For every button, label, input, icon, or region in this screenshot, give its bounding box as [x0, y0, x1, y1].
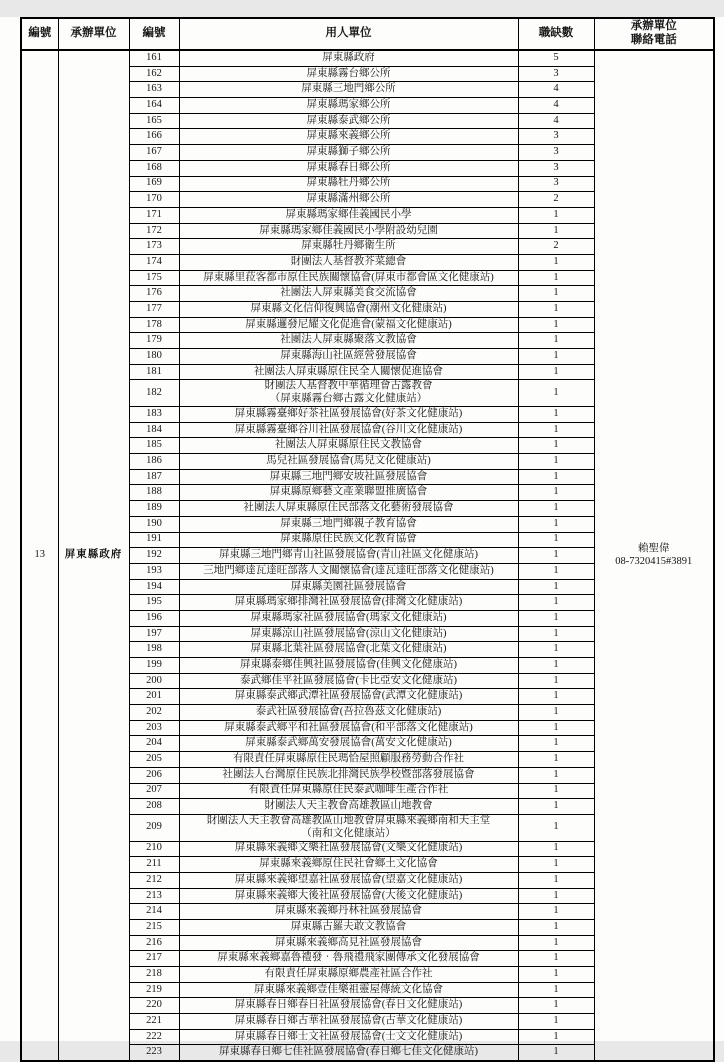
row-vacancy-cell: 2 [518, 192, 594, 208]
row-unit-cell: 社團法人屏東縣美食交流協會 [179, 286, 518, 302]
row-item-no-cell: 162 [129, 66, 179, 82]
row-vacancy-cell: 1 [518, 579, 594, 595]
row-unit-cell: 屏東縣泰鄉佳興社區發展協會(佳興文化健康站) [179, 658, 518, 674]
row-vacancy-cell: 1 [518, 626, 594, 642]
row-unit-cell: 屏東縣春日鄉春日社區發展協會(春日文化健康站) [179, 998, 518, 1014]
row-vacancy-cell: 1 [518, 919, 594, 935]
row-vacancy-cell: 1 [518, 872, 594, 888]
row-unit-cell: 屏東縣來義鄉嘉魯禮發‧魯飛禮飛家團傳承文化發展協會 [179, 951, 518, 967]
row-vacancy-cell: 1 [518, 1014, 594, 1030]
row-vacancy-cell: 1 [518, 317, 594, 333]
row-vacancy-cell: 1 [518, 380, 594, 407]
row-unit-cell: 屏東縣牡丹鄉公所 [179, 176, 518, 192]
row-vacancy-cell: 1 [518, 720, 594, 736]
row-vacancy-cell: 1 [518, 705, 594, 721]
row-item-no-cell: 209 [129, 814, 179, 841]
row-vacancy-cell: 3 [518, 176, 594, 192]
row-unit-cell: 有限責任屏東縣原住民瑪恰屋照顧服務勞動合作社 [179, 752, 518, 768]
row-vacancy-cell: 1 [518, 469, 594, 485]
row-unit-cell: 屏東縣泰武鄉公所 [179, 113, 518, 129]
row-unit-cell: 屏東縣霧台鄉公所 [179, 66, 518, 82]
row-unit-cell: 屏東縣瑪家鄉佳義國民小學 [179, 207, 518, 223]
row-vacancy-cell: 1 [518, 485, 594, 501]
row-item-no-cell: 204 [129, 736, 179, 752]
row-unit-cell: 屏東縣牡丹鄉衛生所 [179, 239, 518, 255]
row-vacancy-cell: 4 [518, 113, 594, 129]
row-vacancy-cell: 1 [518, 998, 594, 1014]
row-item-no-cell: 194 [129, 579, 179, 595]
row-vacancy-cell: 1 [518, 951, 594, 967]
row-item-no-cell: 208 [129, 799, 179, 815]
row-vacancy-cell: 1 [518, 454, 594, 470]
row-unit-cell: 屏東縣北葉社區發展協會(北葉文化健康站) [179, 642, 518, 658]
row-vacancy-cell: 1 [518, 223, 594, 239]
row-unit-cell: 屏東縣文化信仰復興協會(潮州文化健康站) [179, 302, 518, 318]
row-vacancy-cell: 1 [518, 967, 594, 983]
row-item-no-cell: 190 [129, 516, 179, 532]
row-vacancy-cell: 4 [518, 98, 594, 114]
row-unit-cell: 社團法人屏東縣原住民部落文化藝術發展協會 [179, 501, 518, 517]
row-item-no-cell: 176 [129, 286, 179, 302]
row-item-no-cell: 203 [129, 720, 179, 736]
row-item-no-cell: 206 [129, 767, 179, 783]
row-vacancy-cell: 3 [518, 66, 594, 82]
row-vacancy-cell: 3 [518, 160, 594, 176]
row-item-no-cell: 172 [129, 223, 179, 239]
row-item-no-cell: 173 [129, 239, 179, 255]
row-unit-cell: 馬兒社區發展協會(馬兒文化健康站) [179, 454, 518, 470]
row-item-no-cell: 174 [129, 254, 179, 270]
row-unit-cell: 屏東縣滿州鄉公所 [179, 192, 518, 208]
row-unit-cell: 屏東縣美園社區發展協會 [179, 579, 518, 595]
row-unit-cell: 財團法人天主教會高雄教區山地教會 [179, 799, 518, 815]
row-item-no-cell: 165 [129, 113, 179, 129]
row-item-no-cell: 178 [129, 317, 179, 333]
row-unit-cell: 屏東縣瑪家鄉佳義國民小學附設幼兒園 [179, 223, 518, 239]
row-unit-cell: 財團法人天主教會高雄教區山地教會屏東縣來義鄉南和天主堂 （南和文化健康站） [179, 814, 518, 841]
row-item-no-cell: 187 [129, 469, 179, 485]
row-vacancy-cell: 1 [518, 254, 594, 270]
row-item-no-cell: 186 [129, 454, 179, 470]
header-vacancy-count: 職缺數 [518, 18, 594, 50]
row-item-no-cell: 171 [129, 207, 179, 223]
row-unit-cell: 屏東縣來義鄉壹佳樂祖靈屋傳統文化協會 [179, 982, 518, 998]
row-unit-cell: 屏東縣三地門鄉親子教育協會 [179, 516, 518, 532]
header-employing-unit: 用人單位 [179, 18, 518, 50]
row-unit-cell: 屏東縣春日鄉七佳社區發展協會(春日鄉七佳文化健康站) [179, 1045, 518, 1061]
row-item-no-cell: 198 [129, 642, 179, 658]
row-vacancy-cell: 1 [518, 841, 594, 857]
row-unit-cell: 屏東縣來義鄉丹林社區發展協會 [179, 904, 518, 920]
row-item-no-cell: 169 [129, 176, 179, 192]
row-vacancy-cell: 1 [518, 888, 594, 904]
row-item-no-cell: 199 [129, 658, 179, 674]
row-vacancy-cell: 1 [518, 689, 594, 705]
row-unit-cell: 有限責任屏東縣原住民泰武咖啡生產合作社 [179, 783, 518, 799]
header-agency-contact: 承辦單位 聯絡電話 [594, 18, 714, 50]
row-vacancy-cell: 1 [518, 904, 594, 920]
row-unit-cell: 泰武鄉佳平社區發展協會(卡比亞安文化健康站) [179, 673, 518, 689]
row-unit-cell: 屏東縣邏發尼耀文化促進會(蒙福文化健康站) [179, 317, 518, 333]
table-row [21, 50, 714, 66]
group-agency-cell: 屏東縣政府 [58, 50, 129, 1061]
row-item-no-cell: 195 [129, 595, 179, 611]
row-item-no-cell: 201 [129, 689, 179, 705]
row-item-no-cell: 161 [129, 50, 179, 66]
row-vacancy-cell: 1 [518, 610, 594, 626]
row-item-no-cell: 192 [129, 548, 179, 564]
row-item-no-cell: 202 [129, 705, 179, 721]
row-item-no-cell: 207 [129, 783, 179, 799]
row-unit-cell: 屏東縣三地門鄉安坡社區發展協會 [179, 469, 518, 485]
row-vacancy-cell: 1 [518, 736, 594, 752]
row-vacancy-cell: 1 [518, 349, 594, 365]
header-handling-agency: 承辦單位 [58, 18, 129, 50]
row-vacancy-cell: 1 [518, 422, 594, 438]
table-header [21, 18, 714, 50]
row-unit-cell: 財團法人基督教芥菜總會 [179, 254, 518, 270]
row-vacancy-cell: 1 [518, 286, 594, 302]
row-vacancy-cell: 1 [518, 595, 594, 611]
row-item-no-cell: 220 [129, 998, 179, 1014]
row-item-no-cell: 184 [129, 422, 179, 438]
row-unit-cell: 屏東縣來義鄉公所 [179, 129, 518, 145]
row-item-no-cell: 200 [129, 673, 179, 689]
header-item-no: 編號 [129, 18, 179, 50]
row-item-no-cell: 223 [129, 1045, 179, 1061]
row-unit-cell: 社團法人屏東縣原住民文教協會 [179, 438, 518, 454]
row-item-no-cell: 191 [129, 532, 179, 548]
row-unit-cell: 有限責任屏東縣原鄉農產社區合作社 [179, 967, 518, 983]
row-item-no-cell: 189 [129, 501, 179, 517]
row-item-no-cell: 218 [129, 967, 179, 983]
row-unit-cell: 三地門鄉達瓦達旺部落人文關懷協會(達瓦達旺部落文化健康站) [179, 563, 518, 579]
row-vacancy-cell: 4 [518, 82, 594, 98]
row-item-no-cell: 182 [129, 380, 179, 407]
row-item-no-cell: 185 [129, 438, 179, 454]
row-item-no-cell: 170 [129, 192, 179, 208]
row-unit-cell: 屏東縣春日鄉古華社區發展協會(古華文化健康站) [179, 1014, 518, 1030]
row-vacancy-cell: 1 [518, 333, 594, 349]
row-vacancy-cell: 1 [518, 438, 594, 454]
row-unit-cell: 屏東縣來義鄉原住民社會鄉土文化協會 [179, 857, 518, 873]
row-vacancy-cell: 1 [518, 1029, 594, 1045]
row-vacancy-cell: 1 [518, 783, 594, 799]
row-unit-cell: 屏東縣泰武鄉武潭社區發展協會(武潭文化健康站) [179, 689, 518, 705]
row-unit-cell: 屏東縣原住民族文化教育協會 [179, 532, 518, 548]
row-item-no-cell: 164 [129, 98, 179, 114]
row-unit-cell: 屏東縣來義鄉望嘉社區發展協會(望嘉文化健康站) [179, 872, 518, 888]
row-item-no-cell: 214 [129, 904, 179, 920]
row-vacancy-cell: 1 [518, 857, 594, 873]
row-unit-cell: 屏東縣霧臺鄉谷川社區發展協會(谷川文化健康站) [179, 422, 518, 438]
row-item-no-cell: 193 [129, 563, 179, 579]
row-vacancy-cell: 1 [518, 302, 594, 318]
row-item-no-cell: 175 [129, 270, 179, 286]
row-unit-cell: 屏東縣獅子鄉公所 [179, 145, 518, 161]
row-unit-cell: 屏東縣霧臺鄉好茶社區發展協會(好茶文化健康站) [179, 407, 518, 423]
row-vacancy-cell: 1 [518, 501, 594, 517]
row-item-no-cell: 163 [129, 82, 179, 98]
row-unit-cell: 屏東縣瑪家鄉公所 [179, 98, 518, 114]
row-item-no-cell: 219 [129, 982, 179, 998]
row-vacancy-cell: 5 [518, 50, 594, 66]
row-vacancy-cell: 1 [518, 407, 594, 423]
header-row [21, 18, 714, 50]
row-vacancy-cell: 2 [518, 239, 594, 255]
row-vacancy-cell: 1 [518, 982, 594, 998]
row-unit-cell: 屏東縣泰武鄉萬安發展協會(萬安文化健康站) [179, 736, 518, 752]
row-vacancy-cell: 1 [518, 270, 594, 286]
row-item-no-cell: 221 [129, 1014, 179, 1030]
row-item-no-cell: 211 [129, 857, 179, 873]
row-vacancy-cell: 3 [518, 145, 594, 161]
row-unit-cell: 屏東縣政府 [179, 50, 518, 66]
row-item-no-cell: 215 [129, 919, 179, 935]
row-vacancy-cell: 1 [518, 364, 594, 380]
row-vacancy-cell: 1 [518, 548, 594, 564]
row-unit-cell: 屏東縣涼山社區發展協會(涼山文化健康站) [179, 626, 518, 642]
row-item-no-cell: 177 [129, 302, 179, 318]
table-body [21, 50, 714, 1061]
row-vacancy-cell: 1 [518, 207, 594, 223]
row-vacancy-cell: 1 [518, 935, 594, 951]
row-item-no-cell: 212 [129, 872, 179, 888]
row-unit-cell: 屏東縣春日鄉公所 [179, 160, 518, 176]
row-item-no-cell: 196 [129, 610, 179, 626]
header-serial-no: 編號 [21, 18, 58, 50]
row-item-no-cell: 181 [129, 364, 179, 380]
row-unit-cell: 社團法人屏東縣原住民全人關懷促進協會 [179, 364, 518, 380]
row-unit-cell: 屏東縣海山社區經營發展協會 [179, 349, 518, 365]
row-item-no-cell: 216 [129, 935, 179, 951]
row-unit-cell: 屏東縣來義鄉高見社區發展協會 [179, 935, 518, 951]
placement-roster-table [20, 17, 715, 1062]
row-unit-cell: 屏東縣瑪家鄉排灣社區發展協會(排灣文化健康站) [179, 595, 518, 611]
row-vacancy-cell: 1 [518, 1045, 594, 1061]
row-item-no-cell: 180 [129, 349, 179, 365]
row-item-no-cell: 222 [129, 1029, 179, 1045]
row-unit-cell: 屏東縣瑪家社區發展協會(瑪家文化健康站) [179, 610, 518, 626]
row-vacancy-cell: 1 [518, 658, 594, 674]
row-item-no-cell: 183 [129, 407, 179, 423]
row-vacancy-cell: 1 [518, 799, 594, 815]
row-item-no-cell: 167 [129, 145, 179, 161]
row-item-no-cell: 205 [129, 752, 179, 768]
row-item-no-cell: 179 [129, 333, 179, 349]
row-unit-cell: 屏東縣三地門鄉青山社區發展協會(青山社區文化健康站) [179, 548, 518, 564]
row-item-no-cell: 168 [129, 160, 179, 176]
row-unit-cell: 屏東縣泰武鄉平和社區發展協會(和平部落文化健康站) [179, 720, 518, 736]
document-page [0, 17, 724, 1058]
row-vacancy-cell: 1 [518, 767, 594, 783]
row-item-no-cell: 213 [129, 888, 179, 904]
row-vacancy-cell: 1 [518, 563, 594, 579]
row-vacancy-cell: 1 [518, 642, 594, 658]
row-unit-cell: 屏東縣三地門鄉公所 [179, 82, 518, 98]
row-vacancy-cell: 1 [518, 516, 594, 532]
row-unit-cell: 屏東縣古羅夫敢文教協會 [179, 919, 518, 935]
row-vacancy-cell: 3 [518, 129, 594, 145]
row-vacancy-cell: 1 [518, 532, 594, 548]
row-unit-cell: 泰武社區發展協會(吾拉魯茲文化健康站) [179, 705, 518, 721]
row-unit-cell: 屏東縣原鄉藝文產業聯盟推廣協會 [179, 485, 518, 501]
row-vacancy-cell: 1 [518, 814, 594, 841]
row-unit-cell: 社團法人台灣原住民族北排灣民族學校暨部落發展協會 [179, 767, 518, 783]
row-item-no-cell: 188 [129, 485, 179, 501]
row-unit-cell: 社團法人屏東縣聚落文教協會 [179, 333, 518, 349]
row-item-no-cell: 217 [129, 951, 179, 967]
row-item-no-cell: 197 [129, 626, 179, 642]
row-unit-cell: 屏東縣春日鄉士文社區發展協會(士文文化健康站) [179, 1029, 518, 1045]
row-vacancy-cell: 1 [518, 673, 594, 689]
row-unit-cell: 屏東縣來義鄉文樂社區發展協會(文樂文化健康站) [179, 841, 518, 857]
group-serial-cell: 13 [21, 50, 58, 1061]
row-item-no-cell: 166 [129, 129, 179, 145]
row-item-no-cell: 210 [129, 841, 179, 857]
row-unit-cell: 財團法人基督教中華循理會古露教會 （屏東縣霧台鄉古露文化健康站） [179, 380, 518, 407]
row-unit-cell: 屏東縣里菈客都市原住民族關懷協會(屏東市都會區文化健康站) [179, 270, 518, 286]
row-unit-cell: 屏東縣來義鄉大後社區發展協會(大後文化健康站) [179, 888, 518, 904]
row-vacancy-cell: 1 [518, 752, 594, 768]
group-contact-cell: 賴聖偉 08-7320415#3891 [594, 50, 714, 1061]
